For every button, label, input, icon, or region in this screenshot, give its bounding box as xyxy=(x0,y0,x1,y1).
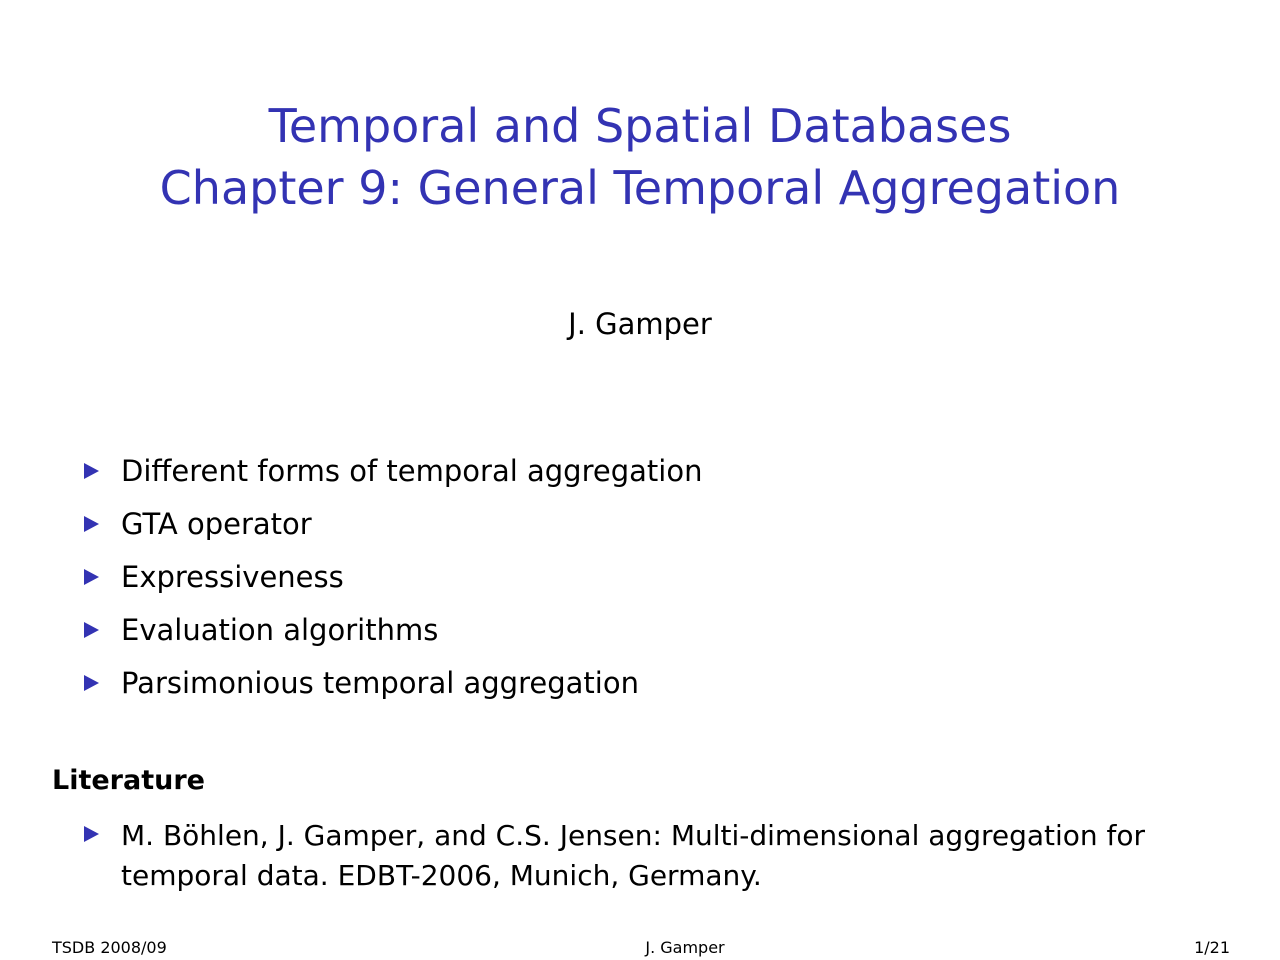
triangle-bullet-icon xyxy=(84,622,99,638)
triangle-bullet-icon xyxy=(84,463,99,479)
slide-title-line-1: Temporal and Spatial Databases xyxy=(268,99,1012,153)
topic-item: Evaluation algorithms xyxy=(121,613,439,647)
triangle-bullet-icon xyxy=(84,826,99,842)
topic-item: GTA operator xyxy=(121,507,312,541)
topic-item: Different forms of temporal aggregation xyxy=(121,454,703,488)
slide-title-line-2: Chapter 9: General Temporal Aggregation xyxy=(159,161,1121,215)
footer-author: J. Gamper xyxy=(645,938,725,957)
literature-item: M. Böhlen, J. Gamper, and C.S. Jensen: Multi-dimensional aggregation for temporal data. EDBT-2006, Munich, Germany. xyxy=(121,819,1146,892)
triangle-bullet-icon xyxy=(84,569,99,585)
footer-page-number: 1/21 xyxy=(1194,938,1230,957)
literature-heading: Literature xyxy=(52,765,205,796)
footer-course: TSDB 2008/09 xyxy=(52,938,167,957)
triangle-bullet-icon xyxy=(84,516,99,532)
topic-item: Expressiveness xyxy=(121,560,344,594)
topic-item: Parsimonious temporal aggregation xyxy=(121,666,639,700)
triangle-bullet-icon xyxy=(84,675,99,691)
author: J. Gamper xyxy=(568,307,712,341)
